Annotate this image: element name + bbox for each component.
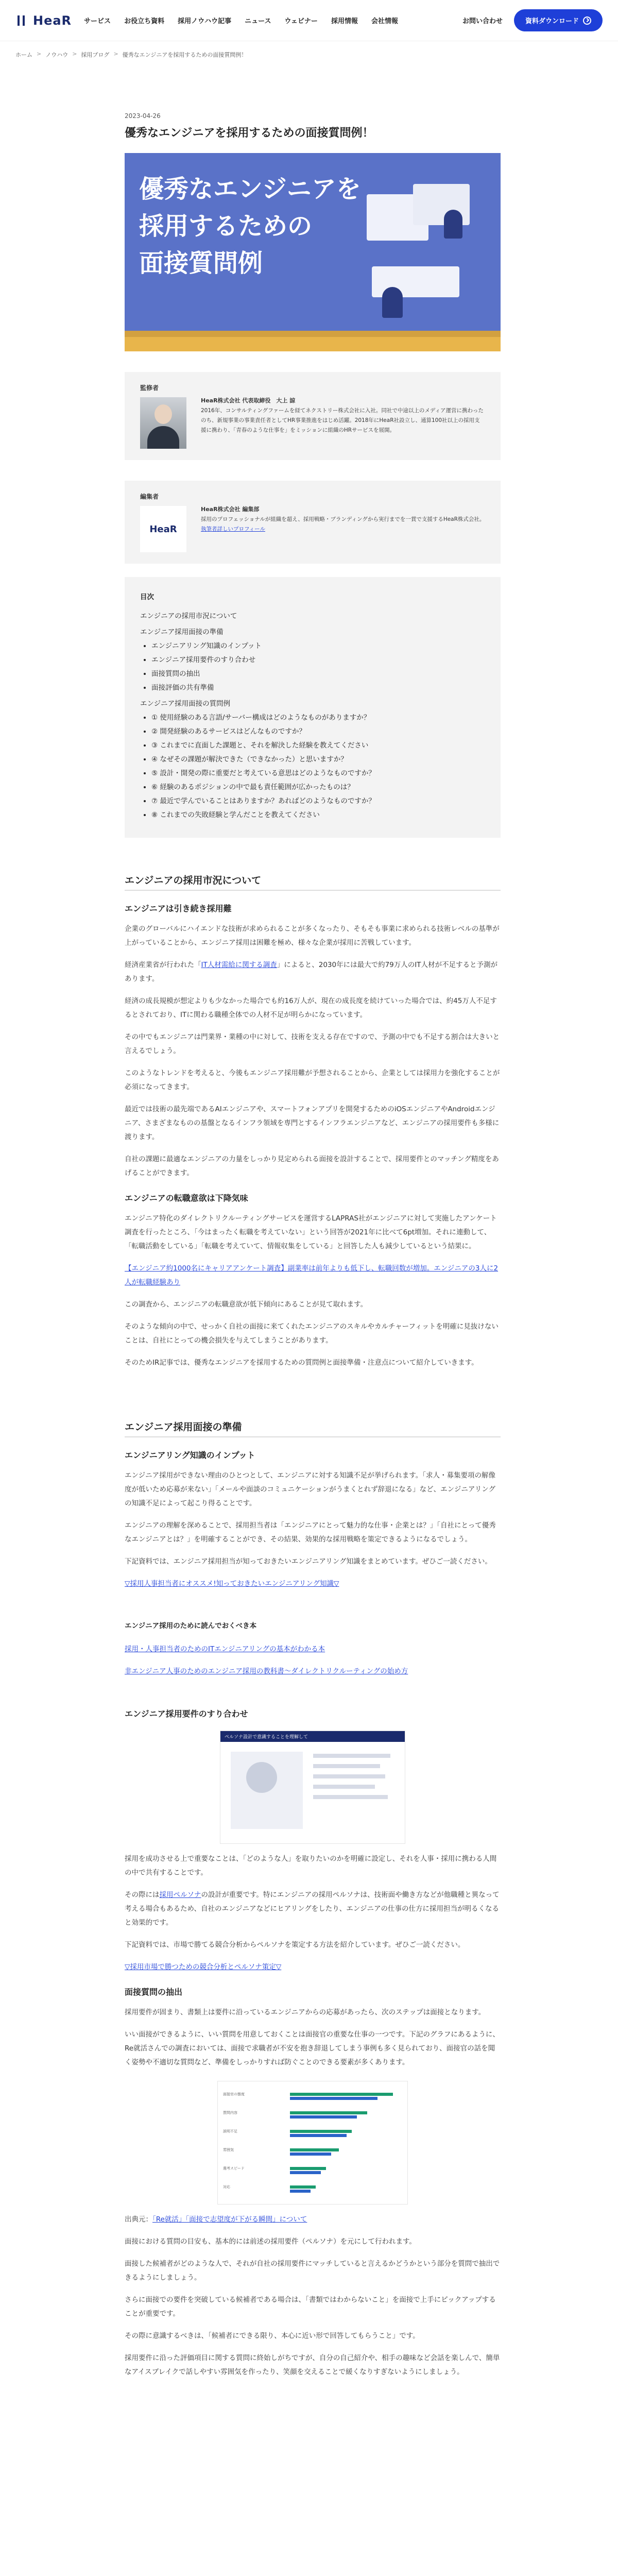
nav-item-recruit[interactable]: 採用情報 xyxy=(331,18,358,25)
breadcrumb-blog[interactable]: 採用ブログ xyxy=(81,52,110,58)
paragraph: そのような傾向の中で、せっかく自社の面接に来てくれたエンジニアのスキルやカルチャーフィットを明確に見抜けないことは、自社にとっての機会損失を与えてしまうことがあります。 xyxy=(125,1323,499,1345)
engineering-knowledge-link[interactable]: ▽採用人事担当者にオススメ!知っておきたいエンジニアリング知識▽ xyxy=(125,1580,339,1588)
person-illustration xyxy=(444,210,462,239)
recommended-books-title: エンジニア採用のために読んでおくべき本 xyxy=(125,1622,257,1630)
toc-item[interactable]: エンジニアの採用市況について xyxy=(140,612,237,620)
subsection-heading: エンジニア採用要件のすり合わせ xyxy=(125,1709,248,1719)
nav-item-company[interactable]: 会社情報 xyxy=(371,18,398,25)
article xyxy=(125,112,501,2379)
contact-link[interactable]: お問い合わせ xyxy=(462,18,503,25)
breadcrumb-home[interactable]: ホーム xyxy=(15,52,32,58)
toc-item[interactable]: エンジニア採用面接の準備 xyxy=(140,628,224,636)
subsection-heading: エンジニアリング知識のインプット xyxy=(125,1450,255,1460)
paragraph: エンジニアの理解を深めることで、採用担当者は「エンジニアにとって魅力的な仕事・企業とは？」「自社にとって優秀なエンジニアとは？」を明確することができ、その結果、効果的な採用戦略を策定できるようになるでしょう。 xyxy=(125,1521,496,1544)
editor-box xyxy=(125,481,501,564)
lapras-survey-link[interactable]: 【エンジニア約1000名にキャリアアンケート調査】副業率は前年よりも低下し、転職回数が増加。エンジニアの3人に2人が転職経験あり xyxy=(125,1264,499,1286)
site-header xyxy=(0,0,618,41)
logo-icon xyxy=(15,14,29,27)
paragraph: その際に意識するべきは、「候補者にできる限り、本心に近い形で回答してもらうこと」です。 xyxy=(125,2332,420,2340)
editor-bio: 採用のプロフェッショナルが組織を超え、採用戦略・ブランディングから実行までを一貫で支援するHeaR株式会社。 xyxy=(201,516,485,522)
editor-name: HeaR株式会社 編集部 xyxy=(201,506,260,513)
toc-item[interactable]: • 面接評価の共有準備 xyxy=(151,681,485,695)
supervisor-box xyxy=(125,372,501,460)
breadcrumb-separator-icon: > xyxy=(72,50,77,57)
nav-item-service[interactable]: サービス xyxy=(84,18,111,25)
person-illustration xyxy=(382,287,403,318)
competitor-analysis-link[interactable]: ▽採用市場で勝つための競合分析とペルソナ策定▽ xyxy=(125,1963,282,1971)
nav-item-resources[interactable]: お役立ち資料 xyxy=(124,18,165,25)
toc-item[interactable]: • ④ なぜその課題が解決できた（できなかった）と思いますか？ xyxy=(151,753,485,767)
nav-item-knowhow[interactable]: 採用ノウハウ記事 xyxy=(178,18,232,25)
supervisor-name: HeaR株式会社 代表取締役 大上 諒 xyxy=(201,397,296,404)
persona-figure xyxy=(220,1731,405,1844)
nav-item-news[interactable]: ニュース xyxy=(245,18,271,25)
hero-heading: 優秀なエンジニアを 採用するための 面接質問例 xyxy=(139,175,361,278)
paragraph: 面接における質問の目安も、基本的には前述の採用要件（ペルソナ）を元にして行われます。 xyxy=(125,2238,416,2246)
toc-item[interactable]: • ⑤ 設計・開発の際に重要だと考えている意思はどのようなものですか？ xyxy=(151,767,485,781)
book-link[interactable]: 採用・人事担当者のためのITエンジニアリングの基本がわかる本 xyxy=(125,1645,325,1653)
survey-chart-image: 面接官の態度 質問内容 説明不足 雰囲気 選考スピード 対応 xyxy=(217,2081,408,2205)
figure-caption: ペルソナ設計で意識することを理解して xyxy=(220,1731,405,1742)
paragraph: このようなトレンドを考えると、今後もエンジニア採用難が予想されることから、企業としては採用力を強化することが必須になってきます。 xyxy=(125,1069,500,1091)
editor-label: 編集者 xyxy=(140,493,159,500)
paragraph: 経済産業省が行われた「IT人材需給に関する調査」によると、2030年には最大で約79万人のIT人材が不足すると予測があります。 xyxy=(125,961,497,983)
page-title: 優秀なエンジニアを採用するための面接質問例！ xyxy=(125,127,374,140)
supervisor-bio: 2016年、コンサルティングファームを経てネクストリー株式会社に入社。同社で中途以上のメディア運営に携わったのち、新規事業の事業責任者としてHR事業推進をはじめ活躍。2018年にHeaR社設立し、通算100社以上の採用支援に携わり、「青春のような仕事を」をミッションに組織のHRサービスを展開。 xyxy=(201,407,484,433)
table-of-contents xyxy=(125,577,501,838)
toc-item[interactable]: • エンジニアリング知識のインプット xyxy=(151,639,485,653)
editor-logo: HeaR xyxy=(140,506,186,552)
paragraph: 下記資料では、市場で勝てる競合分析からペルソナを策定する方法を紹介しています。ぜひご一読ください。 xyxy=(125,1941,465,1949)
breadcrumb-knowhow[interactable]: ノウハウ xyxy=(45,52,68,58)
paragraph: 面接した候補者がどのような人で、それが自社の採用要件にマッチしていると言えるかどうかという部分を質問で抽出できるようにしましょう。 xyxy=(125,2260,500,2282)
toc-title: 目次 xyxy=(140,593,154,601)
it-survey-link[interactable]: IT人材需給に関する調査 xyxy=(201,961,277,969)
paragraph: この調査から、エンジニアの転職意欲が低下傾向にあることが見て取れます。 xyxy=(125,1300,368,1309)
editor-profile-link[interactable]: 執筆者詳しいプロフィール xyxy=(201,526,265,532)
toc-item[interactable]: • ③ これまでに直面した課題と、それを解決した経験を教えてください xyxy=(151,739,485,753)
toc-item[interactable]: • 面接質問の抽出 xyxy=(151,667,485,681)
persona-link[interactable]: 採用ペルソナ xyxy=(159,1891,201,1899)
paragraph: 最近では技術の最先端であるAIエンジニアや、スマートフォンアプリを開発するためのiOSエンジニアやAndroidエンジニア、さまざまなものの基盤となるインフラ領域を専門とするインフラエンジニアなど、エンジニアの採用要件も多様に渡ります。 xyxy=(125,1105,500,1141)
section-heading: エンジニアの採用市況について xyxy=(125,873,501,891)
breadcrumb-current: 優秀なエンジニアを採用するための面接質問例！ xyxy=(122,52,247,58)
paragraph: その際には採用ペルソナの設計が重要です。特にエンジニアの採用ペルソナは、技術面や働き方などが他職種と異なって考える場合もあるため、自社のエンジニアなどにヒアリングをしたり、エンジニアの仕事の仕方に採用担当が明るくなると効果的です。 xyxy=(125,1891,500,1927)
hero-image xyxy=(125,153,501,351)
toc-item[interactable]: • ② 開発経験のあるサービスはどんなものですか？ xyxy=(151,725,485,739)
subsection-heading: エンジニアの転職意欲は下降気味 xyxy=(125,1193,248,1203)
supervisor-label: 監修者 xyxy=(140,384,159,392)
paragraph: 自社の課題に最適なエンジニアの力量をしっかり見定められる面接を設計することで、採用要件とのマッチング精度をあげることができます。 xyxy=(125,1155,499,1177)
toc-item[interactable]: • エンジニア採用要件のすり合わせ xyxy=(151,653,485,667)
toc-item[interactable]: • ① 使用経験のある言語/サーバー構成はどのようなものがありますか？ xyxy=(151,711,485,725)
paragraph: 下記資料では、エンジニア採用担当が知っておきたいエンジニアリング知識をまとめています。ぜひご一読ください。 xyxy=(125,1557,492,1566)
download-button[interactable]: 資料ダウンロード xyxy=(514,9,603,31)
toc-item[interactable]: • ⑦ 最近で学んでいることはありますか？あればどのようなものですか？ xyxy=(151,794,485,808)
recommended-books xyxy=(125,1620,501,1679)
arrow-circle-icon xyxy=(583,16,591,25)
toc-item[interactable]: • ⑥ 経験のあるポジションの中で最も責任範囲が広かったものは？ xyxy=(151,781,485,794)
breadcrumb-separator-icon: > xyxy=(37,50,42,57)
paragraph: そのためIR記事では、優秀なエンジニアを採用するための質問例と面接準備・注意点について紹介していきます。 xyxy=(125,1359,478,1367)
paragraph: 企業のグローバルにハイエンドな技術が求められることが多くなったり、そもそも事業に求められる技術レベルの基準が上がっていることから、エンジニア採用は困難を極め、様々な企業が採用に苦戦しています。 xyxy=(125,925,500,947)
paragraph: 採用要件が固まり、書類上は要件に沿っているエンジニアからの応募があったら、次のステップは面接となります。 xyxy=(125,2008,486,2016)
nav-item-webinar[interactable]: ウェビナー xyxy=(284,18,318,25)
paragraph: エンジニア特化のダイレクトリクルーティングサービスを運営するLAPRAS社がエンジニアに対して実施したアンケート調査を行ったところ、「今はまったく転職を考えていない」という回答が2021年に比べて6pt増加。それに連動して、「転職活動をしている」「転職を考えていて、情報収集をしている」と回答した人も減少しているという結果に。 xyxy=(125,1214,497,1250)
paragraph: 採用を成功させる上で重要なことは、「どのような人」を取りたいのかを明確に設定し、それを人事・採用に携わる人間の中で共有することです。 xyxy=(125,1855,497,1877)
book-link[interactable]: 非エンジニア人事のためのエンジニア採用の教科書〜ダイレクトリクルーティングの始め方 xyxy=(125,1667,408,1675)
main-nav xyxy=(84,15,398,25)
section-heading: エンジニア採用面接の準備 xyxy=(125,1419,501,1437)
paragraph: 出典元：「Re就活」「面接で志望度が下がる瞬間」について xyxy=(125,2215,307,2224)
source-link[interactable]: 「Re就活」「面接で志望度が下がる瞬間」について xyxy=(152,2215,307,2224)
breadcrumb xyxy=(0,41,618,68)
breadcrumb-separator-icon: > xyxy=(113,50,118,57)
paragraph: 採用要件に沿った評価項目に関する質問に終始しがちですが、自分の自己紹介や、相手の趣味など会話を楽しんで、簡単なアイスブレイクで話しやすい雰囲気を作ったり、笑顔を交えることで緩くなりすぎないようにしましょう。 xyxy=(125,2354,500,2376)
paragraph: さらに面接での要件を突破している候補者である場合は、「書類ではわからないこと」を面接で上手にピックアップすることが重要です。 xyxy=(125,2296,496,2318)
header-actions xyxy=(462,9,603,31)
paragraph: その中でもエンジニアは門業界・業種の中に対して、技術を支える存在ですので、予測の中でも不足する割合は大きいと言えるでしょう。 xyxy=(125,1033,500,1055)
publish-date: 2023-04-26 xyxy=(125,112,161,120)
site-logo[interactable]: HeaR xyxy=(15,13,72,28)
toc-item[interactable]: • ⑧ これまでの失敗経験と学んだことを教えてください xyxy=(151,808,485,822)
paragraph: エンジニア採用ができない理由のひとつとして、エンジニアに対する知識不足が挙げられます。「求人・募集要項の解像度が低いため応募が来ない」「メールや面談のコミュニケーションがうまくとれず辞退になる」など、エンジニアリングの知識不足によって起こり得ることです。 xyxy=(125,1471,496,1507)
paragraph: いい面接ができるように、いい質問を用意しておくことは面接官の重要な仕事の一つです。下記のグラフにあるように、Re就活さんでの調査においては、面接で求職者が不安を抱き辞退してしまう事例も多く見られており、面接官の話を聞く姿勢や不適切な質問など、準備をしっかりすれば防ぐことのできる要素が多くあります。 xyxy=(125,2030,500,2066)
subsection-heading: 面接質問の抽出 xyxy=(125,1987,183,1997)
subsection-heading: エンジニアは引き続き採用難 xyxy=(125,904,232,913)
paragraph: 経済の成長規模が想定よりも少なかった場合でも約16万人が、現在の成長度を続けていった場合では、約45万人不足するとされており、ITに関わる職種全体での人材不足が明らかになっています。 xyxy=(125,997,497,1019)
avatar xyxy=(140,397,186,449)
toc-item[interactable]: エンジニア採用面接の質問例 xyxy=(140,700,231,708)
